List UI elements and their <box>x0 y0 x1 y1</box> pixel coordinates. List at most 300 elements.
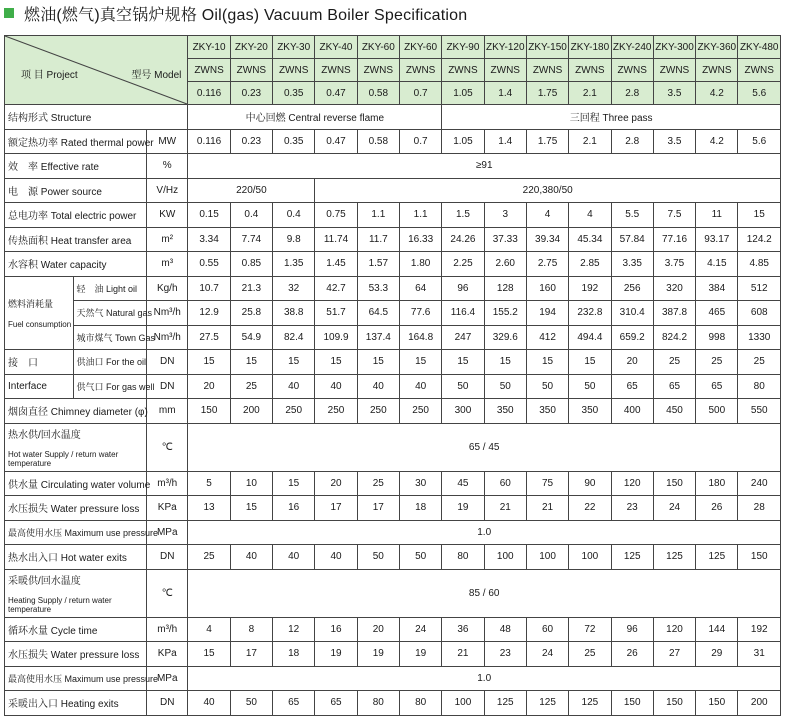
zwns-cell: ZWNS <box>738 59 781 82</box>
value-cell: 40 <box>315 374 357 399</box>
efficiency-unit: % <box>147 154 188 179</box>
value-cell: 0.58 <box>357 129 399 154</box>
value-cell: 3.5 <box>653 129 695 154</box>
value-cell: 4 <box>188 617 230 642</box>
value-cell: 40 <box>273 374 315 399</box>
row-fuel-0 <box>5 276 781 301</box>
power-source-unit: V/Hz <box>147 178 188 203</box>
zwns-cell: ZWNS <box>653 59 695 82</box>
model-name-cell: ZKY-180 <box>569 36 611 59</box>
value-cell: 26 <box>696 496 738 521</box>
model-name-cell: ZKY-90 <box>442 36 484 59</box>
value-cell: 120 <box>653 617 695 642</box>
value-cell: 51.7 <box>315 301 357 326</box>
value-cell: 0.85 <box>230 252 272 277</box>
mw-cell: 0.116 <box>188 82 230 105</box>
mw-cell: 1.75 <box>526 82 568 105</box>
value-cell: 1.1 <box>399 203 441 228</box>
value-cell: 0.75 <box>315 203 357 228</box>
value-cell: 1.1 <box>357 203 399 228</box>
value-cell: 27.5 <box>188 325 230 350</box>
value-cell: 250 <box>357 399 399 424</box>
value-cell: 16.33 <box>399 227 441 252</box>
value-cell: 36 <box>442 617 484 642</box>
value-cell: 57.84 <box>611 227 653 252</box>
value-cell: 21 <box>484 496 526 521</box>
value-cell: 256 <box>611 276 653 301</box>
value-cell: 20 <box>188 374 230 399</box>
value-cell: 28 <box>738 496 781 521</box>
value-cell: 15 <box>738 203 781 228</box>
interface-unit: DN <box>147 374 188 399</box>
chimney-label: 烟囱直径 Chimney diameter (φ) <box>5 399 147 424</box>
value-cell: 40 <box>357 374 399 399</box>
corner-cell <box>5 36 188 105</box>
value-cell: 144 <box>696 617 738 642</box>
value-cell: 450 <box>653 399 695 424</box>
value-cell: 1.75 <box>526 129 568 154</box>
value-cell: 0.4 <box>230 203 272 228</box>
value-cell: 93.17 <box>696 227 738 252</box>
value-cell: 300 <box>442 399 484 424</box>
value-cell: 150 <box>738 545 781 570</box>
mw-cell: 4.2 <box>696 82 738 105</box>
page-title: 燃油(燃气)真空锅炉规格 Oil(gas) Vacuum Boiler Specification <box>24 6 468 24</box>
value-cell: 50 <box>399 545 441 570</box>
value-cell: 1.35 <box>273 252 315 277</box>
value-cell: 42.7 <box>315 276 357 301</box>
value-cell: 45.34 <box>569 227 611 252</box>
heat_temp-unit: ℃ <box>147 569 188 617</box>
chimney-unit: mm <box>147 399 188 424</box>
value-cell: 3.35 <box>611 252 653 277</box>
zwns-cell: ZWNS <box>611 59 653 82</box>
row-cycle <box>5 617 781 642</box>
power-label: 额定热功率 Rated thermal power <box>5 129 147 154</box>
value-cell: 45 <box>442 471 484 496</box>
value-cell: 100 <box>442 691 484 716</box>
efficiency-value: ≥91 <box>188 154 781 179</box>
value-cell: 1.4 <box>484 129 526 154</box>
value-cell: 23 <box>484 642 526 667</box>
mw-cell: 1.05 <box>442 82 484 105</box>
corner-project-label: 项 目 Project <box>21 70 78 81</box>
value-cell: 80 <box>442 545 484 570</box>
value-cell: 50 <box>526 374 568 399</box>
fuel-unit: Nm³/h <box>147 301 188 326</box>
value-cell: 164.8 <box>399 325 441 350</box>
heating_exits-label: 采暖出入口 Heating exits <box>5 691 147 716</box>
value-cell: 23 <box>611 496 653 521</box>
value-cell: 494.4 <box>569 325 611 350</box>
structure-label: 结构形式 Structure <box>5 105 188 130</box>
value-cell: 40 <box>273 545 315 570</box>
value-cell: 15 <box>188 350 230 375</box>
value-cell: 200 <box>738 691 781 716</box>
fuel-sub-label: 天然气 Natural gas <box>73 301 147 326</box>
value-cell: 3 <box>484 203 526 228</box>
electric-label: 总电功率 Total electric power <box>5 203 147 228</box>
value-cell: 40 <box>188 691 230 716</box>
value-cell: 2.8 <box>611 129 653 154</box>
value-cell: 39.34 <box>526 227 568 252</box>
value-cell: 1.5 <box>442 203 484 228</box>
value-cell: 80 <box>399 691 441 716</box>
heat_temp-label-en: Heating Supply / return water temperature <box>8 596 112 614</box>
value-cell: 19 <box>315 642 357 667</box>
row-heating_exits <box>5 691 781 716</box>
heat_area-label: 传热面积 Heat transfer area <box>5 227 147 252</box>
row-pressure_loss1 <box>5 496 781 521</box>
hot_exits-label: 热水出入口 Hot water exits <box>5 545 147 570</box>
row-pressure_loss2 <box>5 642 781 667</box>
value-cell: 31 <box>738 642 781 667</box>
value-cell: 1.80 <box>399 252 441 277</box>
value-cell: 15 <box>315 350 357 375</box>
value-cell: 96 <box>611 617 653 642</box>
zwns-cell: ZWNS <box>484 59 526 82</box>
value-cell: 15 <box>569 350 611 375</box>
model-name-cell: ZKY-300 <box>653 36 695 59</box>
value-cell: 50 <box>569 374 611 399</box>
value-cell: 25 <box>230 374 272 399</box>
max_pressure2-unit: MPa <box>147 666 188 691</box>
value-cell: 11 <box>696 203 738 228</box>
model-name-cell: ZKY-360 <box>696 36 738 59</box>
value-cell: 29 <box>696 642 738 667</box>
value-cell: 40 <box>230 545 272 570</box>
value-cell: 20 <box>315 471 357 496</box>
row-power-source <box>5 178 781 203</box>
value-cell: 22 <box>569 496 611 521</box>
model-name-cell: ZKY-120 <box>484 36 526 59</box>
value-cell: 19 <box>357 642 399 667</box>
value-cell: 2.85 <box>569 252 611 277</box>
value-cell: 192 <box>569 276 611 301</box>
value-cell: 15 <box>273 471 315 496</box>
heat_temp-value: 85 / 60 <box>188 569 781 617</box>
value-cell: 0.47 <box>315 129 357 154</box>
row-hot_temp <box>5 423 781 471</box>
value-cell: 160 <box>526 276 568 301</box>
power-source-left: 220/50 <box>188 178 315 203</box>
fuel-unit: Nm³/h <box>147 325 188 350</box>
value-cell: 194 <box>526 301 568 326</box>
row-structure <box>5 105 781 130</box>
value-cell: 4 <box>569 203 611 228</box>
value-cell: 26 <box>611 642 653 667</box>
value-cell: 550 <box>738 399 781 424</box>
value-cell: 350 <box>484 399 526 424</box>
value-cell: 37.33 <box>484 227 526 252</box>
value-cell: 192 <box>738 617 781 642</box>
row-interface-1 <box>5 374 781 399</box>
value-cell: 38.8 <box>273 301 315 326</box>
value-cell: 21 <box>526 496 568 521</box>
value-cell: 125 <box>569 691 611 716</box>
value-cell: 100 <box>484 545 526 570</box>
value-cell: 11.7 <box>357 227 399 252</box>
value-cell: 824.2 <box>653 325 695 350</box>
value-cell: 2.25 <box>442 252 484 277</box>
value-cell: 53.3 <box>357 276 399 301</box>
model-name-cell: ZKY-40 <box>315 36 357 59</box>
value-cell: 15 <box>484 350 526 375</box>
model-name-cell: ZKY-10 <box>188 36 230 59</box>
value-cell: 54.9 <box>230 325 272 350</box>
value-cell: 150 <box>653 471 695 496</box>
zwns-cell: ZWNS <box>696 59 738 82</box>
value-cell: 65 <box>696 374 738 399</box>
corner-model-label: 型号 Model <box>131 70 182 81</box>
fuel-sub-label: 轻 油 Light oil <box>73 276 147 301</box>
value-cell: 7.74 <box>230 227 272 252</box>
value-cell: 0.4 <box>273 203 315 228</box>
value-cell: 19 <box>399 642 441 667</box>
mw-cell: 0.35 <box>273 82 315 105</box>
mw-cell: 2.1 <box>569 82 611 105</box>
row-circ_volume <box>5 471 781 496</box>
value-cell: 125 <box>526 691 568 716</box>
value-cell: 82.4 <box>273 325 315 350</box>
value-cell: 20 <box>357 617 399 642</box>
value-cell: 412 <box>526 325 568 350</box>
value-cell: 500 <box>696 399 738 424</box>
mw-cell: 1.4 <box>484 82 526 105</box>
pressure_loss1-label: 水压损失 Water pressure loss <box>5 496 147 521</box>
value-cell: 5.5 <box>611 203 653 228</box>
model-name-cell: ZKY-30 <box>273 36 315 59</box>
value-cell: 116.4 <box>442 301 484 326</box>
value-cell: 250 <box>273 399 315 424</box>
title-bar <box>4 0 467 26</box>
fuel-unit: Kg/h <box>147 276 188 301</box>
value-cell: 96 <box>442 276 484 301</box>
value-cell: 17 <box>315 496 357 521</box>
value-cell: 10.7 <box>188 276 230 301</box>
zwns-cell: ZWNS <box>273 59 315 82</box>
value-cell: 2.60 <box>484 252 526 277</box>
value-cell: 15 <box>273 350 315 375</box>
zwns-cell: ZWNS <box>526 59 568 82</box>
max_pressure1-value: 1.0 <box>188 520 781 545</box>
row-water_cap <box>5 252 781 277</box>
value-cell: 50 <box>357 545 399 570</box>
efficiency-label: 效 率 Effective rate <box>5 154 147 179</box>
row-fuel-1 <box>5 301 781 326</box>
value-cell: 128 <box>484 276 526 301</box>
zwns-cell: ZWNS <box>315 59 357 82</box>
value-cell: 2.1 <box>569 129 611 154</box>
value-cell: 77.16 <box>653 227 695 252</box>
table-body <box>5 36 781 716</box>
interface-unit: DN <box>147 350 188 375</box>
value-cell: 310.4 <box>611 301 653 326</box>
value-cell: 11.74 <box>315 227 357 252</box>
value-cell: 50 <box>230 691 272 716</box>
model-name-cell: ZKY-240 <box>611 36 653 59</box>
value-cell: 384 <box>696 276 738 301</box>
heating_exits-unit: DN <box>147 691 188 716</box>
heat_temp-label-cn: 采暖供/回水温度 <box>8 576 81 587</box>
row-heat_area <box>5 227 781 252</box>
row-power <box>5 129 781 154</box>
value-cell: 400 <box>611 399 653 424</box>
value-cell: 24 <box>653 496 695 521</box>
value-cell: 13 <box>188 496 230 521</box>
circ_volume-label: 供水量 Circulating water volume <box>5 471 147 496</box>
value-cell: 125 <box>653 545 695 570</box>
value-cell: 100 <box>526 545 568 570</box>
value-cell: 8 <box>230 617 272 642</box>
value-cell: 16 <box>315 617 357 642</box>
electric-unit: KW <box>147 203 188 228</box>
specification-table <box>4 35 781 716</box>
value-cell: 77.6 <box>399 301 441 326</box>
value-cell: 998 <box>696 325 738 350</box>
value-cell: 24 <box>399 617 441 642</box>
zwns-cell: ZWNS <box>188 59 230 82</box>
cycle-unit: m³/h <box>147 617 188 642</box>
value-cell: 125 <box>484 691 526 716</box>
row-interface-0 <box>5 350 781 375</box>
value-cell: 1330 <box>738 325 781 350</box>
value-cell: 1.57 <box>357 252 399 277</box>
value-cell: 65 <box>273 691 315 716</box>
value-cell: 21 <box>442 642 484 667</box>
value-cell: 7.5 <box>653 203 695 228</box>
value-cell: 3.34 <box>188 227 230 252</box>
cycle-label: 循环水量 Cycle time <box>5 617 147 642</box>
value-cell: 17 <box>357 496 399 521</box>
zwns-cell: ZWNS <box>442 59 484 82</box>
mw-cell: 3.5 <box>653 82 695 105</box>
value-cell: 60 <box>526 617 568 642</box>
value-cell: 4.85 <box>738 252 781 277</box>
value-cell: 0.23 <box>230 129 272 154</box>
value-cell: 48 <box>484 617 526 642</box>
hot_temp-label-en: Hot water Supply / return water temperature <box>8 450 119 468</box>
value-cell: 1.45 <box>315 252 357 277</box>
mw-cell: 2.8 <box>611 82 653 105</box>
value-cell: 247 <box>442 325 484 350</box>
value-cell: 16 <box>273 496 315 521</box>
value-cell: 50 <box>442 374 484 399</box>
value-cell: 3.75 <box>653 252 695 277</box>
value-cell: 0.7 <box>399 129 441 154</box>
value-cell: 0.116 <box>188 129 230 154</box>
heat_area-unit: m² <box>147 227 188 252</box>
model-name-cell: ZKY-150 <box>526 36 568 59</box>
value-cell: 320 <box>653 276 695 301</box>
value-cell: 80 <box>738 374 781 399</box>
value-cell: 25 <box>738 350 781 375</box>
structure-right-value: 三回程 Three pass <box>442 105 781 130</box>
value-cell: 0.55 <box>188 252 230 277</box>
row-hot_exits <box>5 545 781 570</box>
value-cell: 25 <box>188 545 230 570</box>
heat_temp-label <box>5 569 147 617</box>
hot_temp-value: 65 / 45 <box>188 423 781 471</box>
value-cell: 65 <box>611 374 653 399</box>
value-cell: 2.75 <box>526 252 568 277</box>
model-name-cell: ZKY-20 <box>230 36 272 59</box>
value-cell: 15 <box>357 350 399 375</box>
value-cell: 150 <box>611 691 653 716</box>
value-cell: 10 <box>230 471 272 496</box>
value-cell: 200 <box>230 399 272 424</box>
value-cell: 5 <box>188 471 230 496</box>
water_cap-unit: m³ <box>147 252 188 277</box>
value-cell: 150 <box>188 399 230 424</box>
value-cell: 64.5 <box>357 301 399 326</box>
value-cell: 18 <box>399 496 441 521</box>
value-cell: 25.8 <box>230 301 272 326</box>
fuel-label <box>5 276 74 350</box>
zwns-cell: ZWNS <box>357 59 399 82</box>
zwns-cell: ZWNS <box>569 59 611 82</box>
value-cell: 4.15 <box>696 252 738 277</box>
value-cell: 65 <box>653 374 695 399</box>
value-cell: 137.4 <box>357 325 399 350</box>
interface-label-en: Interface <box>5 374 74 399</box>
mw-cell: 0.47 <box>315 82 357 105</box>
value-cell: 124.2 <box>738 227 781 252</box>
row-efficiency <box>5 154 781 179</box>
mw-cell: 0.7 <box>399 82 441 105</box>
mw-cell: 0.58 <box>357 82 399 105</box>
row-max_pressure2 <box>5 666 781 691</box>
model-name-cell: ZKY-60 <box>357 36 399 59</box>
value-cell: 350 <box>569 399 611 424</box>
value-cell: 180 <box>696 471 738 496</box>
value-cell: 40 <box>399 374 441 399</box>
interface-sub-label: 供气口 For gas well <box>73 374 147 399</box>
value-cell: 24.26 <box>442 227 484 252</box>
max_pressure2-value: 1.0 <box>188 666 781 691</box>
value-cell: 24 <box>526 642 568 667</box>
pressure_loss1-unit: KPa <box>147 496 188 521</box>
row-chimney <box>5 399 781 424</box>
circ_volume-unit: m³/h <box>147 471 188 496</box>
value-cell: 15 <box>230 350 272 375</box>
value-cell: 80 <box>357 691 399 716</box>
value-cell: 4 <box>526 203 568 228</box>
hot_exits-unit: DN <box>147 545 188 570</box>
value-cell: 150 <box>653 691 695 716</box>
mw-cell: 0.23 <box>230 82 272 105</box>
value-cell: 15 <box>230 496 272 521</box>
value-cell: 512 <box>738 276 781 301</box>
value-cell: 25 <box>653 350 695 375</box>
value-cell: 25 <box>357 471 399 496</box>
hot_temp-label-cn: 热水供/回水温度 <box>8 430 81 441</box>
value-cell: 25 <box>569 642 611 667</box>
value-cell: 125 <box>696 545 738 570</box>
value-cell: 21.3 <box>230 276 272 301</box>
value-cell: 20 <box>611 350 653 375</box>
value-cell: 350 <box>526 399 568 424</box>
value-cell: 15 <box>399 350 441 375</box>
fuel-sub-label: 城市煤气 Town Gas <box>73 325 147 350</box>
value-cell: 32 <box>273 276 315 301</box>
hot_temp-unit: ℃ <box>147 423 188 471</box>
value-cell: 0.35 <box>273 129 315 154</box>
green-square-icon <box>4 8 14 18</box>
value-cell: 90 <box>569 471 611 496</box>
row-electric <box>5 203 781 228</box>
value-cell: 60 <box>484 471 526 496</box>
